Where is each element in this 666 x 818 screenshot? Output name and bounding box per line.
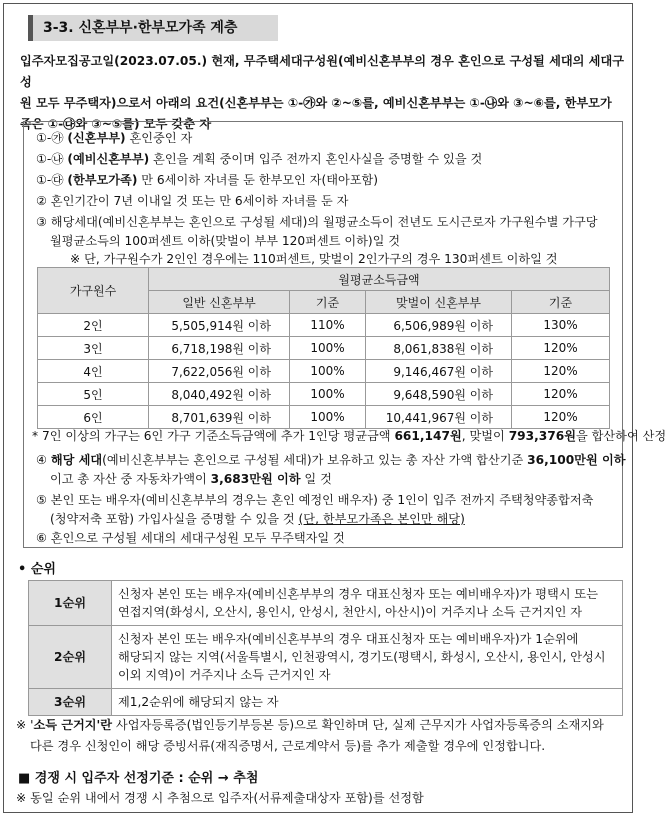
requirement-1c — [36, 171, 378, 188]
general-pct-cell: 100% — [290, 337, 366, 360]
dual-pct-cell: 120% — [512, 337, 610, 360]
rank-title: • 순위 — [18, 562, 56, 577]
members-cell: 6인 — [38, 406, 149, 429]
requirement-label: (신혼부부) — [67, 131, 126, 145]
subheader-general-pct: 기준 — [290, 291, 366, 314]
members-cell: 4인 — [38, 360, 149, 383]
table-note-text: 을 합산하여 산정 — [575, 429, 666, 443]
requirement-value: 3,683만원 이하 — [210, 472, 301, 486]
table-note-text: * 7인 이상의 가구는 6인 가구 기준소득금액에 추가 1인당 평균금액 — [32, 429, 395, 443]
rank-table — [28, 580, 623, 716]
rank-desc-line: 해당되지 않는 지역(서울특별시, 인천광역시, 경기도(평택시, 화성시, 오산시, 용인시, 안성시 — [118, 650, 606, 664]
requirement-4-line2 — [50, 470, 332, 487]
rank-note-line: 다른 경우 신청인이 해당 증빙서류(재직증명서, 근로계약서 등)를 추가 제출할 경우에 인정합니다. — [30, 739, 546, 753]
requirement-text: 혼인중인 자 — [129, 131, 193, 145]
requirement-number: ①-㉮ — [36, 131, 64, 145]
requirement-label: 해당 세대 — [50, 453, 103, 467]
dual-income-cell: 9,648,590원 이하 — [366, 383, 512, 406]
requirement-6: ⑥ 혼인으로 구성될 세대의 세대구성원 모두 무주택자일 것 — [36, 531, 345, 545]
subheader-general: 일반 신혼부부 — [149, 291, 290, 314]
requirement-number: ①-㉯ — [36, 152, 64, 166]
rank-cell: 2순위 — [29, 626, 112, 689]
table-note-value: 793,376원 — [508, 429, 576, 443]
general-income-cell: 8,701,639원 이하 — [149, 406, 290, 429]
intro-line: 원 모두 무주택자)으로서 아래의 요건(신혼부부는 ①-㉮와 ②~⑤를, 예비신혼부부는 ①-㉯와 ③~⑥를, 한부모가 — [20, 96, 612, 110]
general-pct-cell: 100% — [290, 383, 366, 406]
general-pct-cell: 100% — [290, 406, 366, 429]
dual-income-cell: 8,061,838원 이하 — [366, 337, 512, 360]
subheader-dual: 맞벌이 신혼부부 — [366, 291, 512, 314]
requirement-text: 만 6세이하 자녀를 둔 한부모인 자(태아포함) — [141, 173, 379, 187]
rank-note — [16, 715, 626, 757]
requirement-1a — [36, 129, 192, 146]
requirement-5-line1: ⑤ 본인 또는 배우자(예비신혼부부의 경우는 혼인 예정인 배우자) 중 1인이 입주 전까지 주택청약종합저축 — [36, 493, 594, 507]
table-row — [38, 383, 610, 406]
requirement-3-line2: 월평균소득의 100퍼센트 이하(맞벌이 부부 120퍼센트 이하)일 것 — [50, 234, 401, 248]
dual-income-cell: 6,506,989원 이하 — [366, 314, 512, 337]
rank-desc-line: 이외 지역)이 거주지나 소득 근거지인 자 — [118, 668, 331, 682]
requirement-3-note: ※ 단, 가구원수가 2인인 경우에는 110퍼센트, 맞벌이 2인가구의 경우 130퍼센트 이하일 것 — [70, 252, 558, 266]
rank-note-line — [16, 715, 626, 736]
rank-desc-line: 제1,2순위에 해당되지 않는 자 — [118, 695, 279, 709]
general-income-cell: 6,718,198원 이하 — [149, 337, 290, 360]
requirement-text: (청약저축 포함) 가입사실을 증명할 수 있을 것 — [50, 512, 295, 526]
requirement-number: ④ — [36, 453, 47, 467]
rank-desc-cell — [112, 689, 623, 716]
requirement-3-line1: ③ 해당세대(예비신혼부부는 혼인으로 구성될 세대)의 월평균소득이 전년도 도시근로자 가구원수별 가구당 — [36, 215, 598, 229]
intro-line: 입주자모집공고일(2023.07.05.) 현재, 무주택세대구성원(예비신혼부부의 경우 혼인으로 구성될 세대의 세대구성 — [20, 54, 624, 89]
rank-cell: 3순위 — [29, 689, 112, 716]
requirement-5-line2 — [50, 510, 465, 527]
members-cell: 2인 — [38, 314, 149, 337]
requirement-text: (예비신혼부부는 혼인으로 구성될 세대)가 보유하고 있는 총 자산 가액 합산기준 — [102, 453, 528, 467]
members-cell: 3인 — [38, 337, 149, 360]
requirement-text: 이고 총 자산 중 자동차가액이 — [50, 472, 211, 486]
requirement-4-line1 — [36, 451, 626, 468]
requirement-value: 36,100만원 이하 — [527, 453, 626, 467]
dual-pct-cell: 120% — [512, 383, 610, 406]
requirement-text: 일 것 — [300, 472, 332, 486]
intro-line: 족은 ①-㉰와 ③~⑤를) 모두 갖춘 자 — [20, 117, 212, 131]
table-row — [29, 581, 623, 626]
rank-cell: 1순위 — [29, 581, 112, 626]
dual-income-cell: 9,146,467원 이하 — [366, 360, 512, 383]
requirement-text: 혼인을 계획 중이며 입주 전까지 혼인사실을 증명할 수 있을 것 — [153, 152, 483, 166]
rank-desc-cell — [112, 626, 623, 689]
dual-pct-cell: 130% — [512, 314, 610, 337]
requirement-label: (한부모가족) — [67, 173, 138, 187]
table-row — [38, 360, 610, 383]
general-income-cell: 8,040,492원 이하 — [149, 383, 290, 406]
rank-note-bold: 소득 근거지'란 — [33, 718, 113, 732]
rank-desc-line: 연접지역(화성시, 오산시, 용인시, 안성시, 천안시, 아산시)이 거주지나 소득 근거지인 자 — [118, 605, 583, 619]
rank-note-text: 사업자등록증(법인등기부등본 등)으로 확인하며 단, 실제 근무지가 사업자등록증의 소재지와 — [112, 718, 604, 732]
requirement-1b — [36, 150, 482, 167]
document-page — [3, 3, 666, 813]
subheader-dual-pct: 기준 — [512, 291, 610, 314]
general-pct-cell: 100% — [290, 360, 366, 383]
table-row — [38, 314, 610, 337]
header-members: 가구원수 — [38, 268, 149, 314]
rank-desc-line: 신청자 본인 또는 배우자(예비신혼부부의 경우 대표신청자 또는 예비배우자)가 1순위에 — [118, 632, 579, 646]
section-title: 3-3. 신혼부부·한부모가족 계층 — [28, 15, 278, 41]
rank-desc-line: 신청자 본인 또는 배우자(예비신혼부부의 경우 대표신청자 또는 예비배우자)가 평택시 또는 — [118, 587, 598, 601]
income-table — [37, 267, 610, 429]
requirement-underline: (단, 한부모가족은 본인만 해당) — [298, 512, 465, 526]
table-note-text: , 맞벌이 — [461, 429, 509, 443]
requirement-label: (예비신혼부부) — [67, 152, 150, 166]
requirements-box — [23, 121, 666, 548]
table-row — [38, 337, 610, 360]
general-pct-cell: 110% — [290, 314, 366, 337]
table-row — [38, 406, 610, 429]
requirement-number: ①-㉰ — [36, 173, 64, 187]
rank-desc-cell — [112, 581, 623, 626]
selection-title: ■ 경쟁 시 입주자 선정기준 : 순위 → 추첨 — [18, 771, 259, 786]
general-income-cell: 5,505,914원 이하 — [149, 314, 290, 337]
general-income-cell: 7,622,056원 이하 — [149, 360, 290, 383]
table-row — [29, 689, 623, 716]
selection-note: ※ 동일 순위 내에서 경쟁 시 추첨으로 입주자(서류제출대상자 포함)를 선정함 — [16, 791, 424, 805]
table-note-value: 661,147원 — [394, 429, 462, 443]
dual-pct-cell: 120% — [512, 360, 610, 383]
table-row — [29, 626, 623, 689]
table-note — [32, 427, 666, 444]
members-cell: 5인 — [38, 383, 149, 406]
rank-note-text: ※ ' — [16, 718, 34, 732]
header-income: 월평균소득금액 — [149, 268, 610, 291]
dual-pct-cell: 120% — [512, 406, 610, 429]
dual-income-cell: 10,441,967원 이하 — [366, 406, 512, 429]
requirement-2: ② 혼인기간이 7년 이내일 것 또는 만 6세이하 자녀를 둔 자 — [36, 194, 349, 208]
